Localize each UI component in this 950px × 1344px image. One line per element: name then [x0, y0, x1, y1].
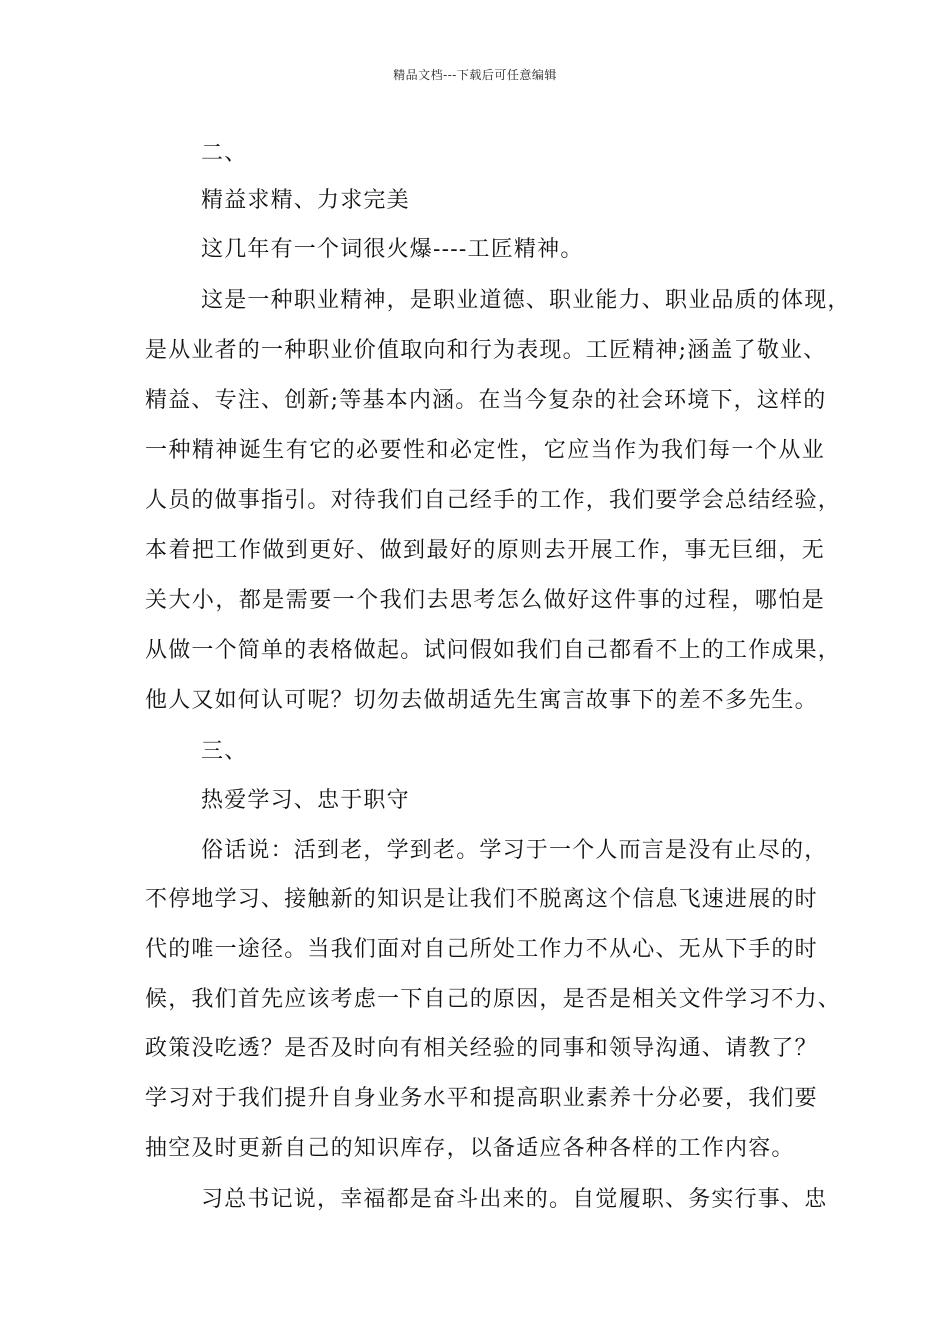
- paragraph-line: 政策没吃透？是否及时向有相关经验的同事和领导沟通、请教了？: [145, 1036, 818, 1061]
- page-header: 精品文档---下载后可任意编辑: [393, 68, 557, 82]
- section-number-3: 三、: [201, 739, 248, 764]
- paragraph-line: 从做一个简单的表格做起。试问假如我们自己都看不上的工作成果，: [145, 638, 842, 663]
- paragraph-line: 抽空及时更新自己的知识库存，以备适应各种各样的工作内容。: [145, 1136, 795, 1161]
- paragraph-line: 关大小，都是需要一个我们去思考怎么做好这件事的过程，哪怕是: [145, 588, 825, 613]
- paragraph-line: 本着把工作做到更好、做到最好的原则去开展工作，事无巨细，无: [145, 538, 825, 563]
- paragraph-line: 精益、专注、创新;等基本内涵。在当今复杂的社会环境下，这样的: [145, 388, 827, 413]
- paragraph-line: 候，我们首先应该考虑一下自己的原因，是否是相关文件学习不力、: [145, 987, 842, 1012]
- paragraph-line: 习总书记说，幸福都是奋斗出来的。自觉履职、务实行事、忠: [201, 1187, 828, 1212]
- paragraph-line: 这几年有一个词很火爆----工匠精神。: [201, 237, 584, 262]
- paragraph-line: 这是一种职业精神，是职业道德、职业能力、职业品质的体现，: [201, 288, 851, 313]
- paragraph-line: 代的唯一途径。当我们面对自己所处工作力不从心、无从下手的时: [145, 937, 818, 962]
- paragraph-line: 人员的做事指引。对待我们自己经手的工作，我们要学会总结经验，: [145, 488, 842, 513]
- section-title-3: 热爱学习、忠于职守: [201, 788, 410, 813]
- paragraph-line: 是从业者的一种职业价值取向和行为表现。工匠精神;涵盖了敬业、: [145, 338, 827, 363]
- paragraph-line: 一种精神诞生有它的必要性和必定性，它应当作为我们每一个从业: [145, 438, 825, 463]
- paragraph-line: 不停地学习、接触新的知识是让我们不脱离这个信息飞速进展的时: [145, 887, 818, 912]
- paragraph-line: 俗话说：活到老，学到老。学习于一个人而言是没有止尽的，: [201, 838, 828, 863]
- paragraph-line: 学习对于我们提升自身业务水平和提高职业素养十分必要，我们要: [145, 1086, 818, 1111]
- paragraph-line: 他人又如何认可呢？切勿去做胡适先生寓言故事下的差不多先生。: [145, 688, 818, 713]
- section-title-2: 精益求精、力求完美: [201, 188, 410, 213]
- section-number-2: 二、: [201, 141, 248, 166]
